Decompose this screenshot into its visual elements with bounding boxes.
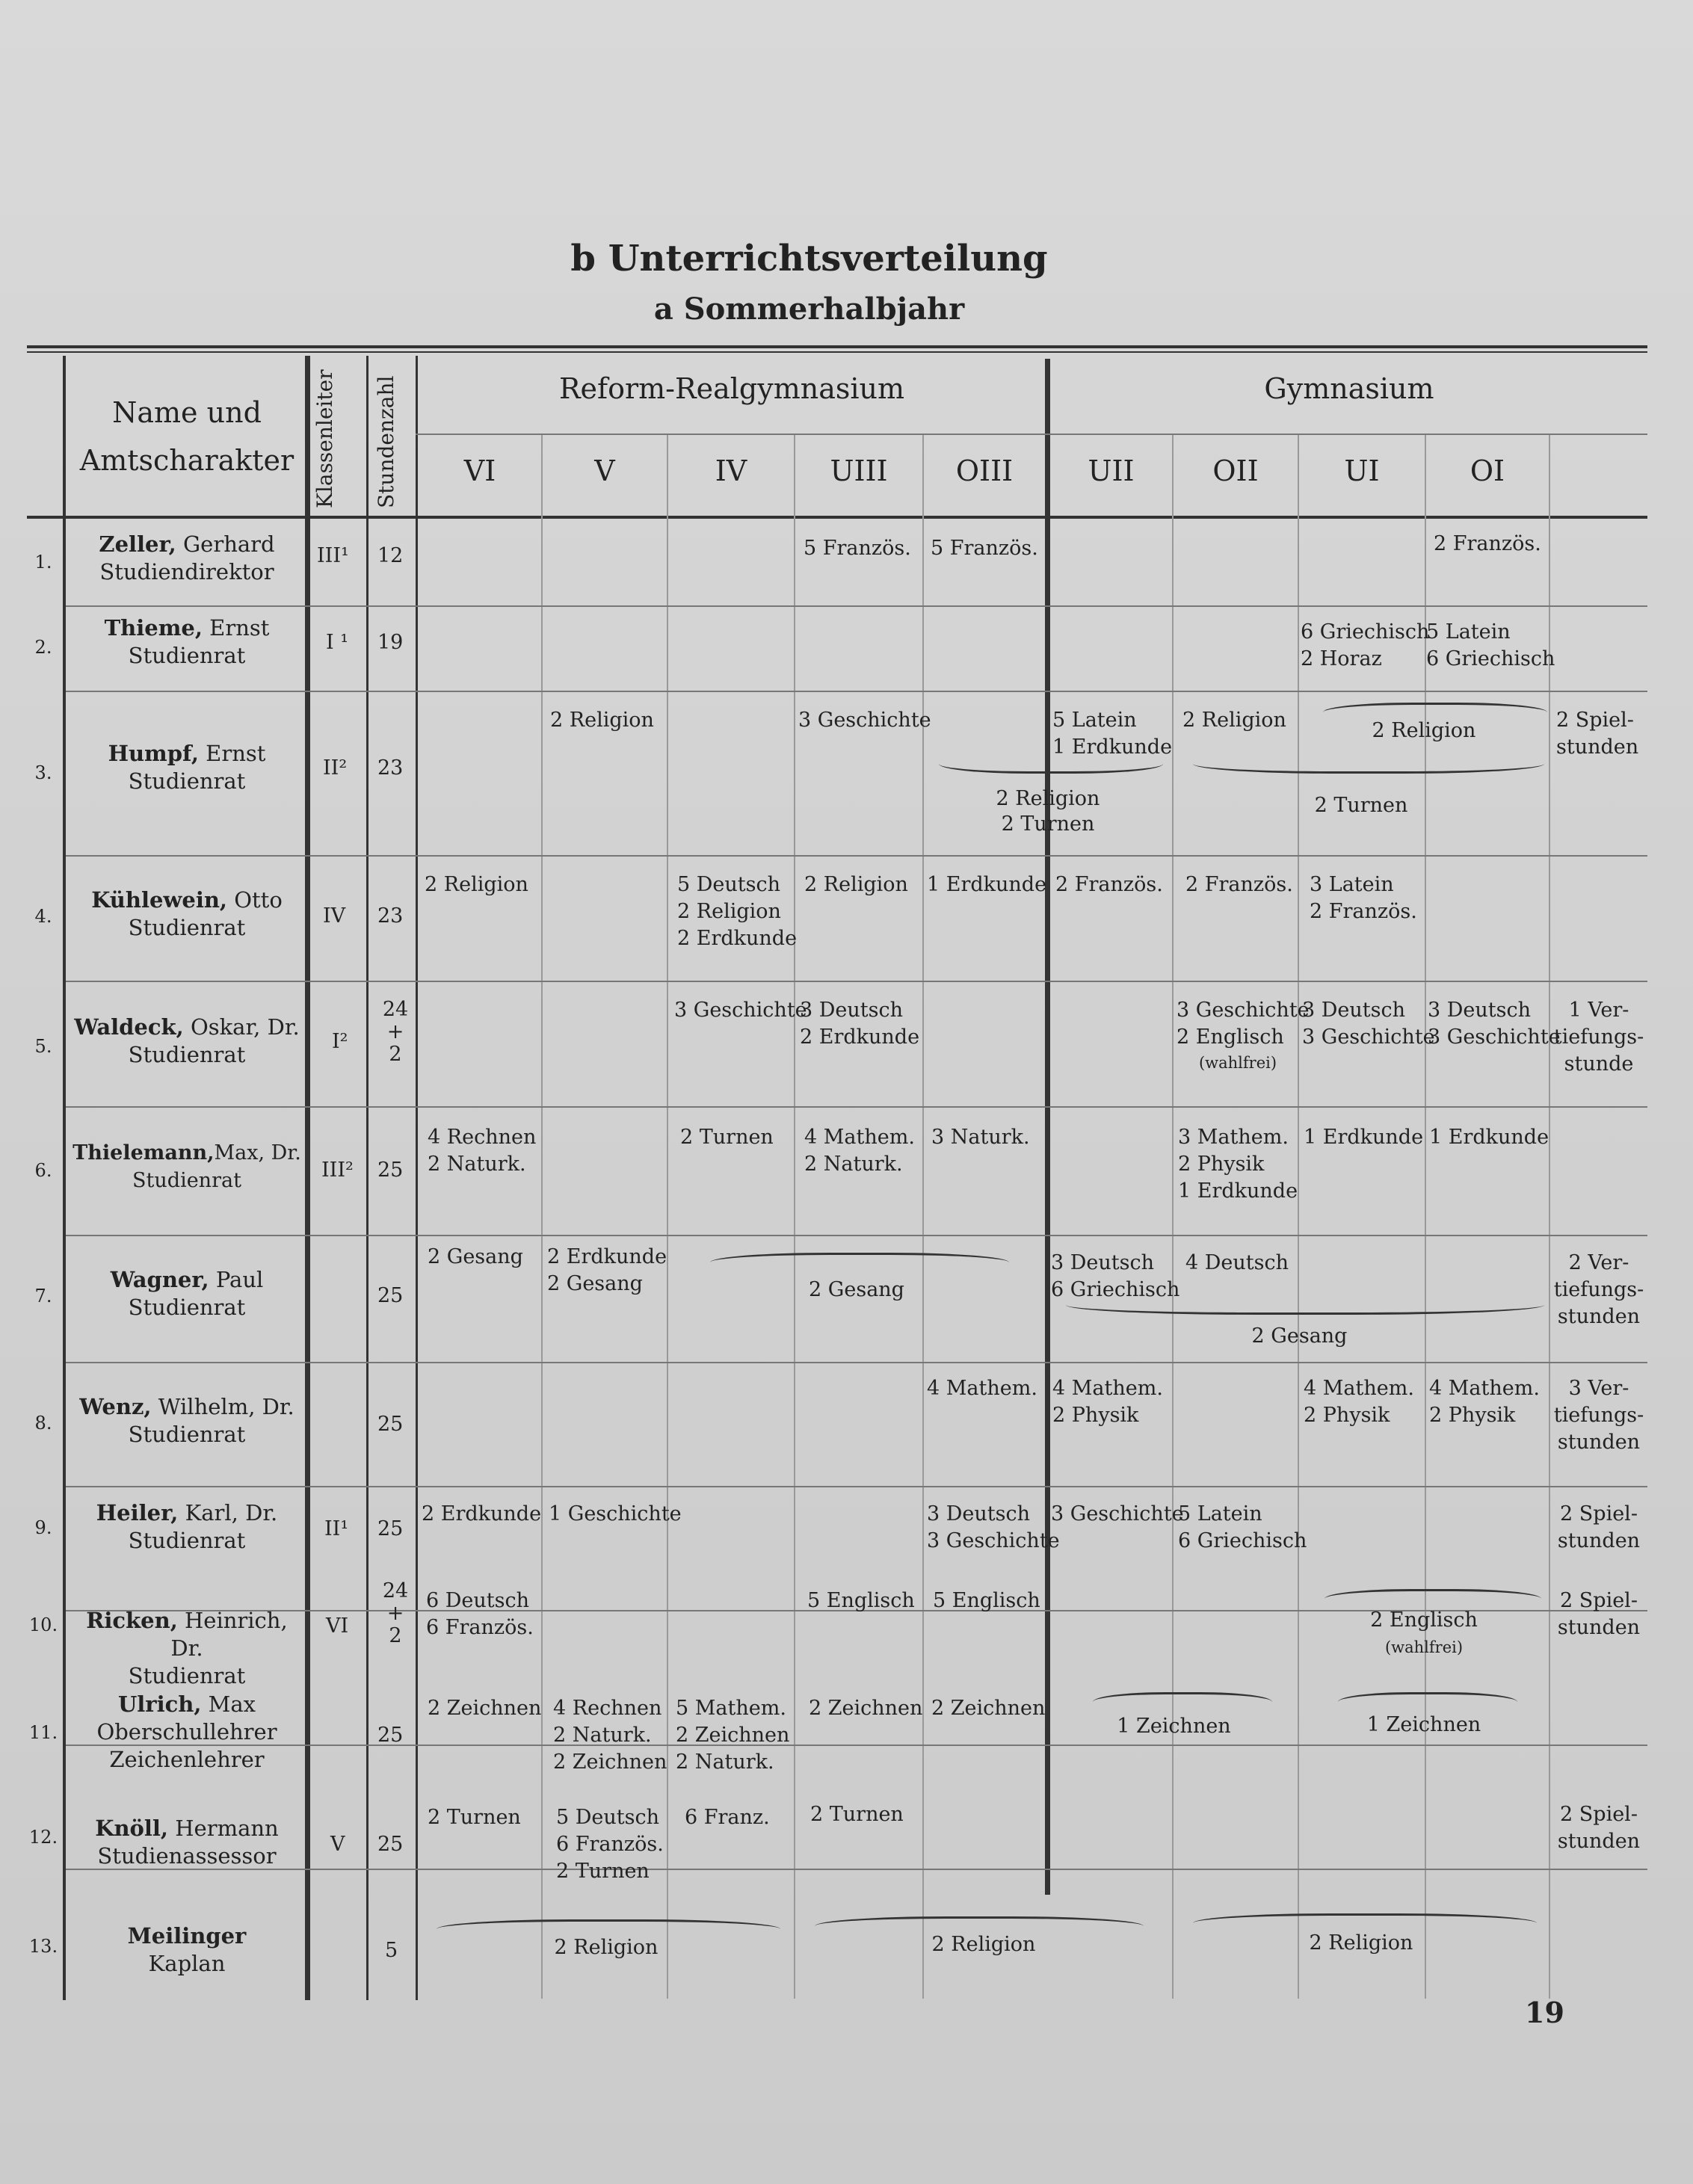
group-header-gymnasium: Gymnasium (1264, 372, 1434, 405)
lesson-cell: 4 Rechnen 2 Naturk. (428, 1126, 537, 1176)
brace (1193, 1913, 1537, 1923)
teacher-title: Studienrat (128, 1042, 246, 1067)
class-header: UI (1344, 454, 1380, 487)
lesson-cell: 2 Gesang (428, 1245, 523, 1268)
lesson-cell: 2 Zeichnen (428, 1697, 542, 1720)
klassenleiter-value: III¹ (317, 544, 349, 567)
lesson-cell: 5 Latein 6 Griechisch (1426, 620, 1555, 670)
lesson-cell: 6 Griechisch 2 Horaz (1301, 620, 1430, 670)
lesson-cell: 2 Französ. (1185, 873, 1293, 896)
col-line (416, 356, 418, 2000)
stundenzahl-value: 23 (377, 756, 404, 780)
col-line (794, 435, 795, 1999)
brace (1093, 1692, 1272, 1702)
lesson-cell: 1 Erdkunde (927, 873, 1047, 896)
lesson-cell: 5 Deutsch 6 Französ. 2 Turnen (556, 1806, 664, 1883)
lesson-cell: 2 Gesang (1251, 1324, 1348, 1348)
header-sub-rule (416, 434, 1647, 435)
klassenleiter-value: I ¹ (326, 631, 349, 654)
stundenzahl-value: 23 (377, 904, 404, 928)
surname: Kühlewein, (91, 887, 228, 913)
surname: Waldeck, (74, 1014, 184, 1040)
row-line (66, 605, 1647, 607)
surname: Wenz, (79, 1394, 152, 1419)
class-header: OIII (955, 454, 1014, 487)
row-number: 7. (34, 1286, 52, 1307)
teacher-name (71, 1266, 303, 1321)
stundenzahl-value: 25 (377, 1724, 404, 1747)
row-number: 8. (34, 1413, 52, 1434)
lesson-cell: 2 Spiel- stunden (1557, 1803, 1641, 1853)
class-header: V (594, 454, 615, 487)
class-header: VI (463, 454, 496, 487)
given-name: Ernst (209, 615, 270, 641)
surname: Knöll, (95, 1816, 169, 1841)
section-subtitle: a Sommerhalbjahr (653, 291, 965, 327)
given-name: Max, Dr. (214, 1141, 301, 1165)
surname: Zeller, (99, 531, 176, 557)
klassenleiter-value: II² (323, 756, 348, 780)
lesson-cell: 4 Mathem. (927, 1377, 1037, 1400)
lesson-cell: 3 Mathem. 2 Physik 1 Erdkunde (1178, 1126, 1298, 1203)
teacher-name (71, 1691, 303, 1774)
row-number: 2. (34, 637, 52, 658)
klassenleiter-value: IV (323, 904, 346, 928)
lesson-cell: 2 Religion (1309, 1931, 1413, 1955)
teacher-title: Studiendirektor (99, 559, 274, 584)
row-line (66, 1745, 1647, 1746)
given-name: Hermann (175, 1816, 279, 1841)
lesson-cell: 1 Erdkunde (1429, 1126, 1549, 1149)
row-number: 13. (28, 1936, 58, 1957)
lesson-cell: 2 Zeichnen (809, 1697, 923, 1720)
row-line (66, 1235, 1647, 1236)
surname: Humpf, (108, 741, 199, 766)
surname: Meilinger (127, 1923, 247, 1949)
row-line (66, 981, 1647, 982)
name-column-header (71, 389, 303, 484)
group-divider (1045, 359, 1050, 1895)
lesson-cell: 4 Mathem. 2 Physik (1429, 1377, 1540, 1427)
lesson-cell: 3 Ver- tiefungs- stunden (1553, 1377, 1644, 1454)
row-number: 3. (34, 762, 52, 783)
brace (939, 764, 1163, 774)
row-line (66, 1362, 1647, 1363)
lesson-cell: 2 Zeichnen (931, 1697, 1046, 1720)
teacher-name (71, 1393, 303, 1449)
lesson-cell: 2 Erdkunde 2 Gesang (547, 1245, 667, 1295)
lesson-cell: 6 Franz. (685, 1806, 770, 1829)
header-rule (27, 516, 1647, 519)
lesson-cell: 2 Religion (931, 1933, 1036, 1956)
row-number: 6. (34, 1160, 52, 1181)
teacher-title: Studienrat (132, 1169, 241, 1192)
lesson-cell: 1 Geschichte (549, 1502, 682, 1526)
teacher-title: Kaplan (148, 1951, 226, 1976)
lesson-cell: 4 Rechnen 2 Naturk. 2 Zeichnen (553, 1697, 667, 1774)
lesson-cell: 2 Turnen (680, 1126, 774, 1149)
surname: Ricken, (86, 1608, 178, 1633)
lesson-cell: 1 Ver- tiefungs- stunde (1553, 999, 1644, 1076)
teacher-title: Studienrat (128, 1663, 246, 1688)
brace (1325, 1589, 1541, 1599)
lesson-cell: 3 Geschichte 2 Englisch (1177, 999, 1310, 1049)
row-line (66, 1486, 1647, 1487)
row-line (66, 855, 1647, 857)
stundenzahl-value: 19 (377, 631, 404, 654)
teacher-title: Studienrat (128, 768, 246, 794)
page-number: 19 (1525, 1996, 1564, 2029)
given-name: Otto (234, 887, 283, 913)
row-number: 9. (34, 1517, 52, 1538)
col-line (305, 356, 310, 2000)
teacher-name (71, 1922, 303, 1978)
given-name: Ernst (206, 741, 266, 766)
lesson-cell: 2 Religion 2 Turnen (996, 787, 1100, 836)
lesson-cell: 2 Religion (804, 873, 908, 896)
brace (710, 1253, 1009, 1262)
lesson-cell: 2 Englisch (1370, 1608, 1478, 1632)
lesson-cell: 2 Religion (1182, 709, 1286, 732)
row-number: 11. (28, 1722, 58, 1743)
lesson-cell: 2 Französ. (1434, 532, 1541, 555)
lesson-cell: 5 Deutsch 2 Religion 2 Erdkunde (677, 873, 798, 950)
lesson-cell: 3 Deutsch 3 Geschichte (927, 1502, 1060, 1552)
surname: Thielemann, (73, 1141, 215, 1165)
given-name: Max (208, 1691, 256, 1717)
col-line (541, 435, 543, 1999)
teacher-title: Studienrat (128, 915, 246, 940)
lesson-cell: 2 Religion (1372, 719, 1476, 742)
stundenzahl-value: 24 + 2 (382, 998, 409, 1066)
header-line: Name und (112, 396, 262, 429)
stundenzahl-value: 25 (377, 1833, 404, 1856)
row-number: 12. (28, 1827, 58, 1848)
teacher-name (71, 740, 303, 795)
teacher-title: Studienassessor (97, 1843, 277, 1869)
lesson-cell: 2 Gesang (809, 1278, 904, 1301)
brace (437, 1919, 780, 1929)
brace (1066, 1305, 1544, 1315)
teacher-name (71, 886, 303, 942)
stundenzahl-value: 25 (377, 1159, 404, 1182)
group-header-realgymnasium: Reform-Realgymnasium (558, 372, 905, 405)
surname: Ulrich, (117, 1691, 202, 1717)
klassenleiter-value: I² (332, 1030, 348, 1053)
lesson-cell: 1 Zeichnen (1117, 1715, 1231, 1738)
teacher-name (71, 1139, 303, 1194)
lesson-cell: 3 Geschichte (798, 709, 931, 732)
lesson-cell: 4 Mathem. 2 Physik (1304, 1377, 1414, 1427)
teacher-name (71, 531, 303, 586)
lesson-cell: 2 Turnen (428, 1806, 521, 1829)
lesson-cell: 2 Französ. (1055, 873, 1163, 896)
lesson-cell: 2 Religion (554, 1936, 659, 1959)
given-name: Heinrich, Dr. (170, 1608, 288, 1661)
row-line (66, 691, 1647, 692)
brace (1193, 764, 1544, 774)
lesson-cell: 2 Religion (550, 709, 654, 732)
row-line (66, 1106, 1647, 1108)
brace (1338, 1692, 1517, 1702)
given-name: Karl, Dr. (185, 1500, 278, 1526)
lesson-cell: 5 Englisch (933, 1589, 1040, 1612)
stundenzahl-value: 25 (377, 1284, 404, 1307)
lesson-cell: 4 Mathem. 2 Physik (1052, 1377, 1163, 1427)
col-line (63, 356, 66, 2000)
col-line (1298, 435, 1299, 1999)
teacher-name (71, 1815, 303, 1870)
stundenzahl-value: 12 (377, 544, 404, 567)
stundenzahl-value: 25 (377, 1413, 404, 1436)
row-line (66, 1869, 1647, 1870)
given-name: Paul (215, 1267, 264, 1292)
col-line (922, 435, 924, 1999)
stundenzahl-header: Stundenzahl (374, 375, 398, 508)
given-name: Wilhelm, Dr. (158, 1394, 294, 1419)
class-header: OII (1212, 454, 1259, 487)
given-name: Gerhard (183, 531, 275, 557)
teacher-title: Studienrat (128, 643, 246, 668)
lesson-cell: 3 Naturk. (931, 1126, 1030, 1149)
class-header: UII (1088, 454, 1135, 487)
surname: Thieme, (104, 615, 203, 641)
brace (815, 1916, 1144, 1926)
brace (1323, 703, 1547, 712)
section-title: b Unterrichtsverteilung (570, 238, 1048, 280)
row-number: 4. (34, 906, 52, 927)
lesson-cell: 2 Religion (425, 873, 528, 896)
lesson-cell: 2 Spiel- stunden (1557, 1589, 1641, 1639)
teacher-name (71, 1014, 303, 1069)
header-line: Amtscharakter (79, 444, 294, 477)
row-number: 5. (34, 1036, 52, 1057)
lesson-cell: 5 Mathem. 2 Zeichnen 2 Naturk. (676, 1697, 790, 1774)
klassenleiter-value: III² (321, 1159, 354, 1182)
teacher-title: Studienrat (128, 1295, 246, 1320)
teacher-name (71, 1499, 303, 1555)
lesson-cell: 5 Französ. (931, 537, 1038, 560)
lesson-cell: 3 Deutsch 2 Erdkunde (800, 999, 920, 1049)
stundenzahl-value: 25 (377, 1517, 404, 1540)
lesson-cell: 3 Geschichte (674, 999, 807, 1022)
lesson-cell: 3 Deutsch 3 Geschichte (1302, 999, 1435, 1049)
klassenleiter-value: II¹ (324, 1517, 349, 1540)
lesson-cell: 1 Erdkunde (1304, 1126, 1424, 1149)
class-header: OI (1470, 454, 1505, 487)
lesson-cell: 2 Turnen (810, 1803, 904, 1826)
top-rule-thin (27, 351, 1647, 353)
class-header: UIII (830, 454, 888, 487)
lesson-cell: 5 Englisch (807, 1589, 915, 1612)
klassenleiter-value: V (330, 1833, 345, 1856)
lesson-cell: 5 Latein 6 Griechisch (1178, 1502, 1307, 1552)
teacher-title: Studienrat (128, 1528, 246, 1553)
lesson-cell: 3 Geschichte (1051, 1502, 1184, 1526)
lesson-cell: 2 Ver- tiefungs- stunden (1553, 1251, 1644, 1328)
stundenzahl-value: 5 (385, 1939, 398, 1962)
lesson-cell: 2 Spiel- stunden (1556, 709, 1639, 759)
lesson-cell: 3 Latein 2 Französ. (1310, 873, 1417, 923)
lesson-cell: 2 Spiel- stunden (1557, 1502, 1641, 1552)
surname: Wagner, (110, 1267, 209, 1292)
given-name: Oskar, Dr. (190, 1014, 300, 1040)
stundenzahl-value: 24 + 2 (382, 1579, 409, 1647)
lesson-cell: 2 Erdkunde (422, 1502, 542, 1526)
lesson-cell: 4 Deutsch (1185, 1251, 1289, 1274)
teacher-name (71, 1607, 303, 1690)
lesson-cell: 5 Französ. (804, 537, 911, 560)
lesson-cell: 6 Deutsch 6 Französ. (426, 1589, 534, 1639)
col-line (366, 356, 368, 2000)
row-number: 10. (28, 1614, 58, 1635)
lesson-cell: 3 Deutsch 6 Griechisch (1051, 1251, 1180, 1301)
klassenleiter-header: Klassenleiter (312, 369, 337, 508)
class-header: IV (715, 454, 747, 487)
teacher-name (71, 614, 303, 670)
lesson-cell: 3 Deutsch 3 Geschichte (1428, 999, 1561, 1049)
lesson-cell: 1 Zeichnen (1366, 1713, 1481, 1736)
top-rule (27, 345, 1647, 348)
col-line (1172, 435, 1174, 1999)
klassenleiter-value: VI (326, 1614, 349, 1638)
teacher-title: Oberschullehrer Zeichenlehrer (96, 1719, 277, 1772)
lesson-note: (wahlfrei) (1384, 1638, 1464, 1656)
lesson-cell: 2 Turnen (1314, 794, 1408, 817)
lesson-note: (wahlfrei) (1198, 1054, 1277, 1072)
surname: Heiler, (96, 1500, 179, 1526)
lesson-cell: 5 Latein 1 Erdkunde (1052, 709, 1173, 759)
teacher-title: Studienrat (128, 1422, 246, 1447)
lesson-cell: 4 Mathem. 2 Naturk. (804, 1126, 915, 1176)
row-number: 1. (34, 552, 52, 573)
